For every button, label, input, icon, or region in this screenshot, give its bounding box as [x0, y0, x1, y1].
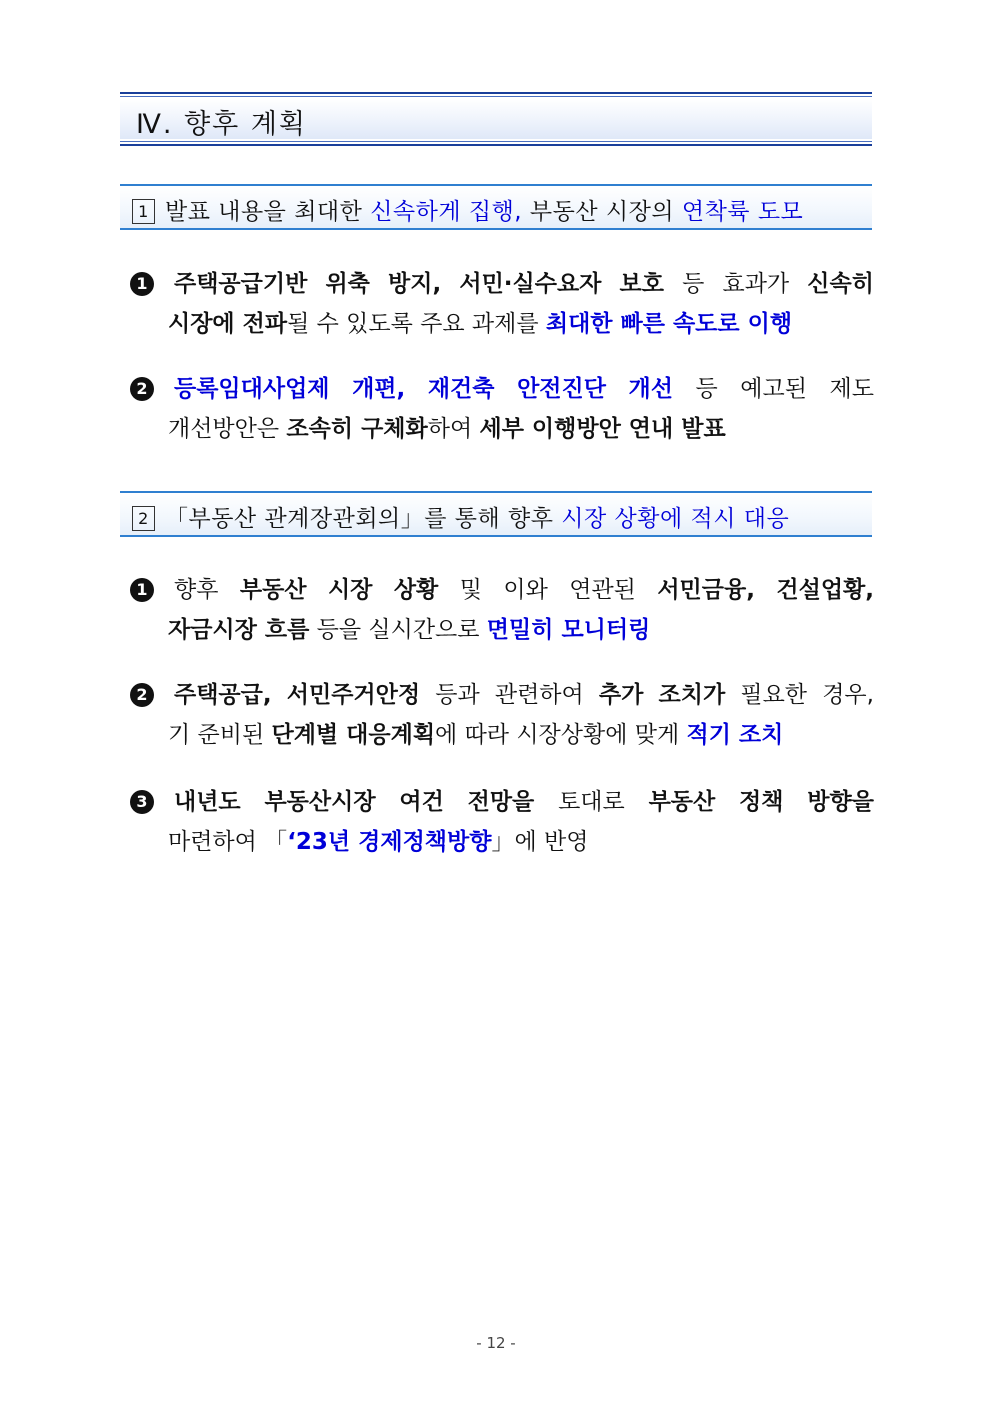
divider — [120, 141, 872, 142]
section-number-box: 1 — [132, 199, 155, 224]
section-highlight: 신속하게 집행, — [370, 199, 523, 225]
section-highlight: 연착륙 도모 — [681, 199, 804, 225]
item-line-1: 주택공급, 서민주거안정 등과 관련하여 추가 조치가 필요한 경우, — [174, 682, 874, 708]
list-item — [130, 369, 874, 449]
item-line-1: 향후 부동산 시장 상황 및 이와 연관된 서민금융, 건설업황, — [174, 577, 874, 603]
section-highlight: 시장 상황에 적시 대응 — [561, 506, 790, 532]
section-heading-2 — [120, 491, 872, 537]
bullet-number-icon: 1 — [130, 272, 154, 296]
divider — [120, 144, 872, 146]
item-line-1: 주택공급기반 위축 방지, 서민·실수요자 보호 등 효과가 신속히 — [174, 271, 874, 297]
item-line-2: 마련하여 「‘23년 경제정책방향」에 반영 — [168, 829, 589, 855]
page-number: - 12 - — [476, 1334, 516, 1352]
section-number-box: 2 — [132, 506, 155, 531]
item-line-2: 개선방안은 조속히 구체화하여 세부 이행방안 연내 발표 — [168, 416, 726, 442]
section-text: 「부동산 관계장관회의」를 통해 향후 — [165, 506, 562, 532]
item-line-2: 자금시장 흐름 등을 실시간으로 면밀히 모니터링 — [168, 617, 651, 643]
divider — [120, 96, 872, 97]
list-item — [130, 675, 874, 755]
list-item — [130, 782, 874, 862]
list-item — [130, 264, 874, 344]
section-text: 부동산 시장의 — [522, 199, 682, 225]
divider — [120, 92, 872, 94]
section-text: 발표 내용을 최대한 — [165, 199, 371, 225]
item-line-2: 시장에 전파될 수 있도록 주요 과제를 최대한 빠른 속도로 이행 — [168, 311, 793, 337]
bullet-number-icon: 1 — [130, 578, 154, 602]
chapter-header — [120, 92, 872, 146]
item-line-2: 기 준비된 단계별 대응계획에 따라 시장상황에 맞게 적기 조치 — [168, 722, 784, 748]
bullet-number-icon: 2 — [130, 683, 154, 707]
item-line-1: 등록임대사업제 개편, 재건축 안전진단 개선 등 예고된 제도 — [174, 376, 874, 402]
bullet-number-icon: 2 — [130, 377, 154, 401]
item-line-1: 내년도 부동산시장 여건 전망을 토대로 부동산 정책 방향을 — [174, 789, 874, 815]
section-heading-1 — [120, 184, 872, 230]
list-item — [130, 570, 874, 650]
bullet-number-icon: 3 — [130, 790, 154, 814]
chapter-title: Ⅳ. 향후 계획 — [136, 109, 307, 140]
